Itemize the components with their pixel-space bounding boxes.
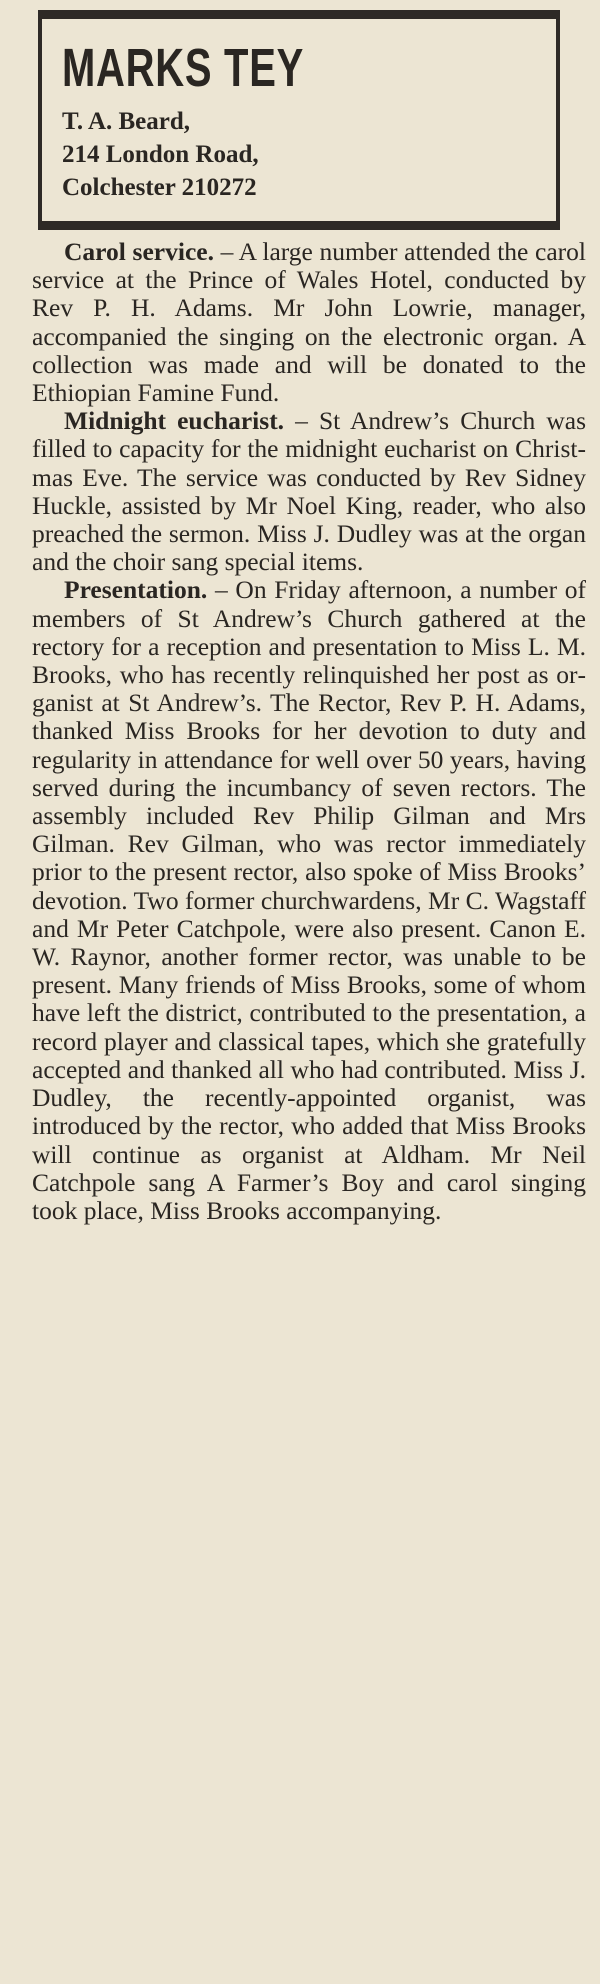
item-body: – St Andrew’s Church was filled to capacity for the midnight eucharist on Christmas Eve. The service was conducted by Rev Sidney Huckle, assisted by Mr Noel King, reader, who also preached the sermon. Miss J. Dudley was at the organ and the choir sang special items. xyxy=(32,406,587,577)
item-heading: Midnight eucharist. xyxy=(64,406,285,436)
news-item-presentation xyxy=(32,576,586,1225)
news-item-midnight-eucharist xyxy=(32,407,586,576)
news-column xyxy=(32,238,586,1225)
item-heading: Carol service. xyxy=(64,237,214,266)
correspondent-name: T. A. Beard, xyxy=(62,108,191,135)
news-item-carol-service xyxy=(32,238,586,407)
item-body: – On Friday afternoon, a number of members of St Andrew’s Church gathered at the rectory for a reception and presentation to Miss L. M. Brooks, who has recently relinquished her post as organist at St Andrew’s. The Rector, Rev P. H. Adams, thanked Miss Brooks for her devotion to duty and regularity in attendance for well over 50 years, having served during the incumbancy of seven rectors. The assembly included Rev Philip Gilman and Mrs Gilman. Rev Gilman, who was rector immediately prior to the present rector, also spoke of Miss Brooks’ devotion. Two former churchwardens, Mr C. Wagstaff and Mr Peter Catchpole, were also present. Canon E. W. Raynor, another former rector, was unable to be present. Many friends of Miss Brooks, some of whom have left the district, contributed to the presentation, a record player and classical tapes, which she gratefully accepted and thanked all who had contributed. Miss J. Dudley, the recently-appointed organist, was introduced by the rector, who added that Miss Brooks will continue as organist at Aldham. Mr Neil Catchpole sang A Farmer’s Boy and carol singing took place, Miss Brooks accompanying. xyxy=(32,575,587,1225)
column-header-box xyxy=(38,10,560,230)
item-heading: Presentation. xyxy=(64,575,208,605)
correspondent-town-phone: Colchester 210272 xyxy=(62,174,257,201)
correspondent-address: 214 London Road, xyxy=(62,141,259,168)
item-body: – A large number attended the carol service at the Prince of Wales Hotel, conducted by Rev P. H. Adams. Mr John Lowrie, manager, accompanied the singing on the electronic organ. A collection was made and will be donated to the Ethiopian Famine Fund. xyxy=(32,237,586,408)
place-heading: MARKS TEY xyxy=(62,38,304,98)
